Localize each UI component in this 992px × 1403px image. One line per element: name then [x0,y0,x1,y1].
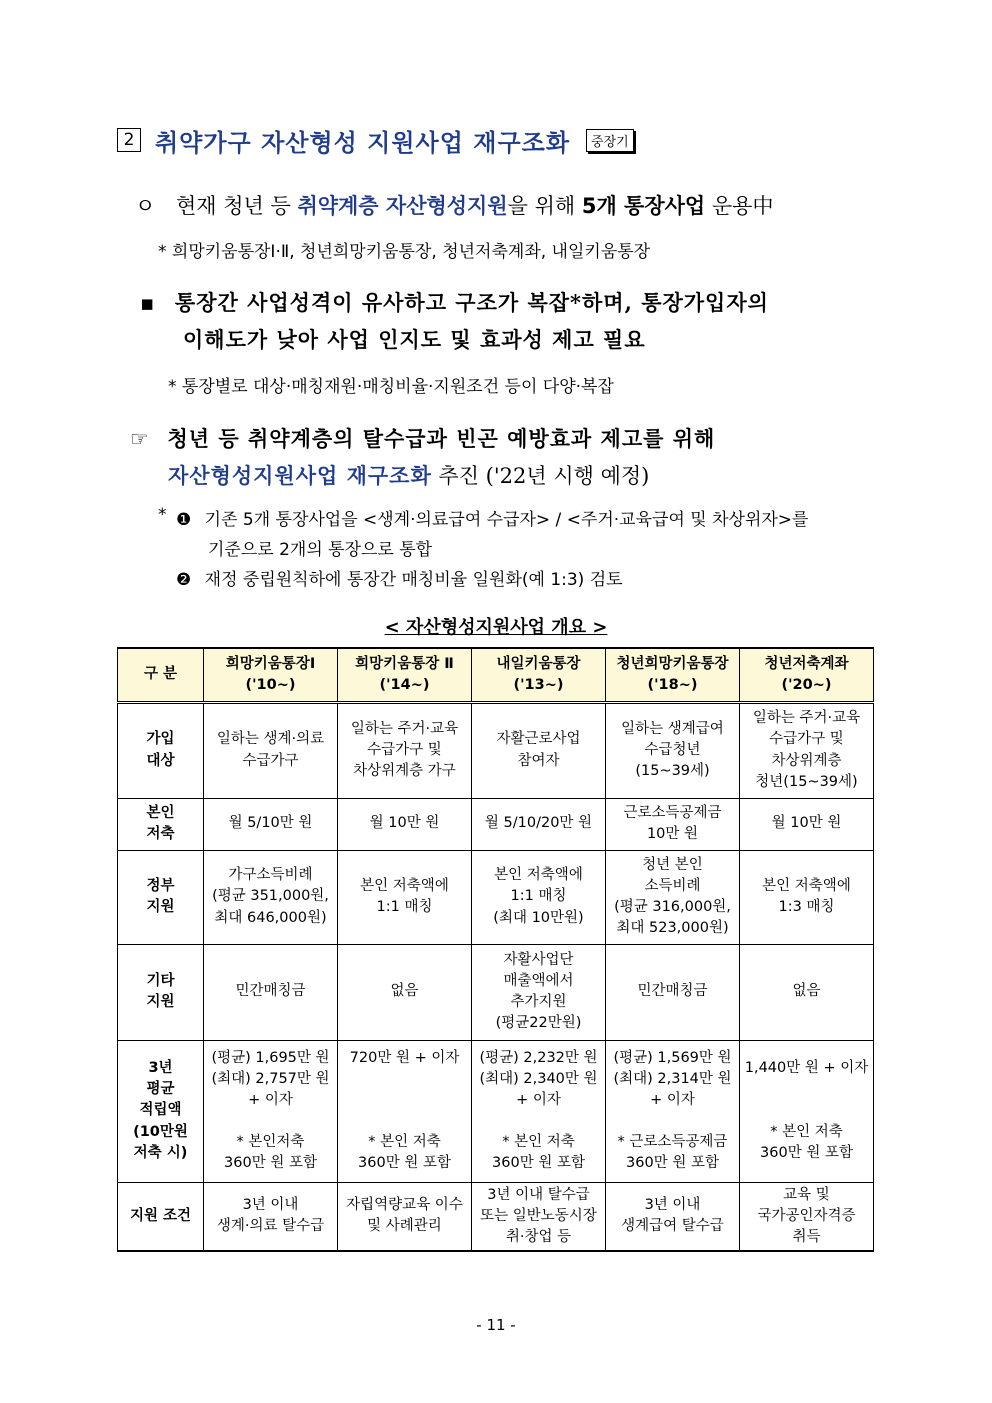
table-cell: 자립역량교육 이수 및 사례관리 [338,1182,472,1251]
hand-pointer-icon: ☞ [130,427,149,451]
table-cell: 일하는 생계·의료 수급가구 [204,702,338,798]
table-cell: 청년 본인 소득비례 (평균 316,000원, 최대 523,000원) [606,850,740,944]
column-header: 내일키움통장 ('13~) [472,648,606,702]
table-cell: 본인 저축액에 1:3 매칭 [740,850,874,944]
table-caption: < 자산형성지원사업 개요 > [384,617,608,638]
table-header-row [118,648,874,702]
note-3-item-1 [176,505,808,530]
row-header: 본인 저축 [118,798,204,850]
table-cell: (평균) 1,569만 원 (최대) 2,314만 원 + 이자 * 근로소득공제금 360만 원 포함 [606,1040,740,1182]
bullet-1-pre: 현재 청년 등 [175,194,298,218]
bullet-3-line-2 [168,460,649,490]
bullet-3-post: 추진 ('22년 시행 예정) [431,464,650,488]
table-cell: 월 10만 원 [740,798,874,850]
table-cell: 3년 이내 생계급여 탈수급 [606,1182,740,1251]
number-1-icon: ❶ [176,510,192,530]
table-cell: 자활사업단 매출액에서 추가지원 (평균22만원) [472,944,606,1040]
column-header: 희망키움통장Ⅰ ('10~) [204,648,338,702]
note-3-item-1-line-1: 기존 5개 통장사업을 <생계·의료급여 수급자> / <주거·교육급여 및 차상위자>를 [204,510,809,530]
table-cell: 3년 이내 탈수급 또는 일반노동시장 취·창업 등 [472,1182,606,1251]
row-header: 정부 지원 [118,850,204,944]
table-cell: 없음 [338,944,472,1040]
table-cell: 민간매칭금 [204,944,338,1040]
bullet-1-highlight-2: 5개 통장사업 [581,194,706,218]
row-header: 3년 평균 적립액 (10만원 저축 시) [118,1040,204,1182]
note-2: * 통장별로 대상·매칭재원·매칭비율·지원조건 등이 다양·복잡 [168,377,614,397]
table-row [118,850,874,944]
table-cell: (평균) 2,232만 원 (최대) 2,340만 원 + 이자 * 본인 저축 360만 원 포함 [472,1040,606,1182]
table-cell: 720만 원 + 이자 * 본인 저축 360만 원 포함 [338,1040,472,1182]
bullet-3-line-1: 청년 등 취약계층의 탈수급과 빈곤 예방효과 제고를 위해 [167,426,716,451]
table-cell: 일하는 주거·교육 수급가구 및 차상위계층 청년(15~39세) [740,702,874,798]
note-3-item-2 [176,565,623,590]
number-2-icon: ❷ [176,570,192,590]
bullet-1 [135,190,773,220]
bullet-3-highlight: 자산형성지원사업 재구조화 [168,463,432,488]
table-cell: 근로소득공제금 10만 원 [606,798,740,850]
section-title-text: 취약가구 자산형성 지원사업 재구조화 [155,128,571,157]
table-cell: (평균) 1,695만 원 (최대) 2,757만 원 + 이자 * 본인저축 360만 원 포함 [204,1040,338,1182]
table-cell: 일하는 생계급여 수급청년 (15~39세) [606,702,740,798]
bullet-2-line-1: 통장간 사업성격이 유사하고 구조가 복잡*하며, 통장가입자의 [174,290,769,315]
note-3-star: * [158,505,167,525]
bullet-2-marker: ▪ [140,291,155,315]
table-cell: 월 5/10/20만 원 [472,798,606,850]
table-cell: 월 10만 원 [338,798,472,850]
column-header: 청년저축계좌 ('20~) [740,648,874,702]
table-cell: 월 5/10만 원 [204,798,338,850]
bullet-2-line-2: 이해도가 낮아 사업 인지도 및 효과성 제고 필요 [183,327,646,352]
table-cell: 일하는 주거·교육 수급가구 및 차상위계층 가구 [338,702,472,798]
bullet-1-mid: 을 위해 [507,194,582,218]
column-header: 희망키움통장 Ⅱ ('14~) [338,648,472,702]
table-row [118,798,874,850]
section-title [117,120,634,160]
row-header: 지원 조건 [118,1182,204,1251]
column-header: 청년희망키움통장 ('18~) [606,648,740,702]
table-cell: 가구소득비례 (평균 351,000원, 최대 646,000원) [204,850,338,944]
table-cell: 본인 저축액에 1:1 매칭 (최대 10만원) [472,850,606,944]
bullet-3 [130,423,715,453]
row-header: 기타 지원 [118,944,204,1040]
table-cell: 교육 및 국가공인자격증 취득 [740,1182,874,1251]
table-cell: 자활근로사업 참여자 [472,702,606,798]
note-3-item-2-text: 재정 중립원칙하에 통장간 매칭비율 일원화(예 1:3) 검토 [204,570,623,590]
table-cell: 3년 이내 생계·의료 탈수급 [204,1182,338,1251]
program-table [117,647,874,1252]
bullet-1-marker: ㅇ [135,194,156,218]
table-row [118,944,874,1040]
table-cell: 1,440만 원 + 이자 * 본인 저축 360만 원 포함 [740,1040,874,1182]
row-header: 가입 대상 [118,702,204,798]
table-corner: 구 분 [118,648,204,702]
table-cell: 본인 저축액에 1:1 매칭 [338,850,472,944]
section-number: 2 [117,128,141,152]
bullet-1-highlight-1: 취약계층 자산형성지원 [297,194,508,218]
note-1: * 희망키움통장Ⅰ·Ⅱ, 청년희망키움통장, 청년저축계좌, 내일키움통장 [158,242,651,262]
bullet-1-post: 운용中 [705,194,774,218]
table-cell: 없음 [740,944,874,1040]
table-row [118,1040,874,1182]
table-row [118,702,874,798]
bullet-2 [140,287,769,317]
page-number: - 11 - [476,1316,516,1334]
table-cell: 민간매칭금 [606,944,740,1040]
term-badge: 중장기 [586,129,634,152]
table-row [118,1182,874,1251]
note-3-item-1-line-2: 기준으로 2개의 통장으로 통합 [208,540,433,560]
